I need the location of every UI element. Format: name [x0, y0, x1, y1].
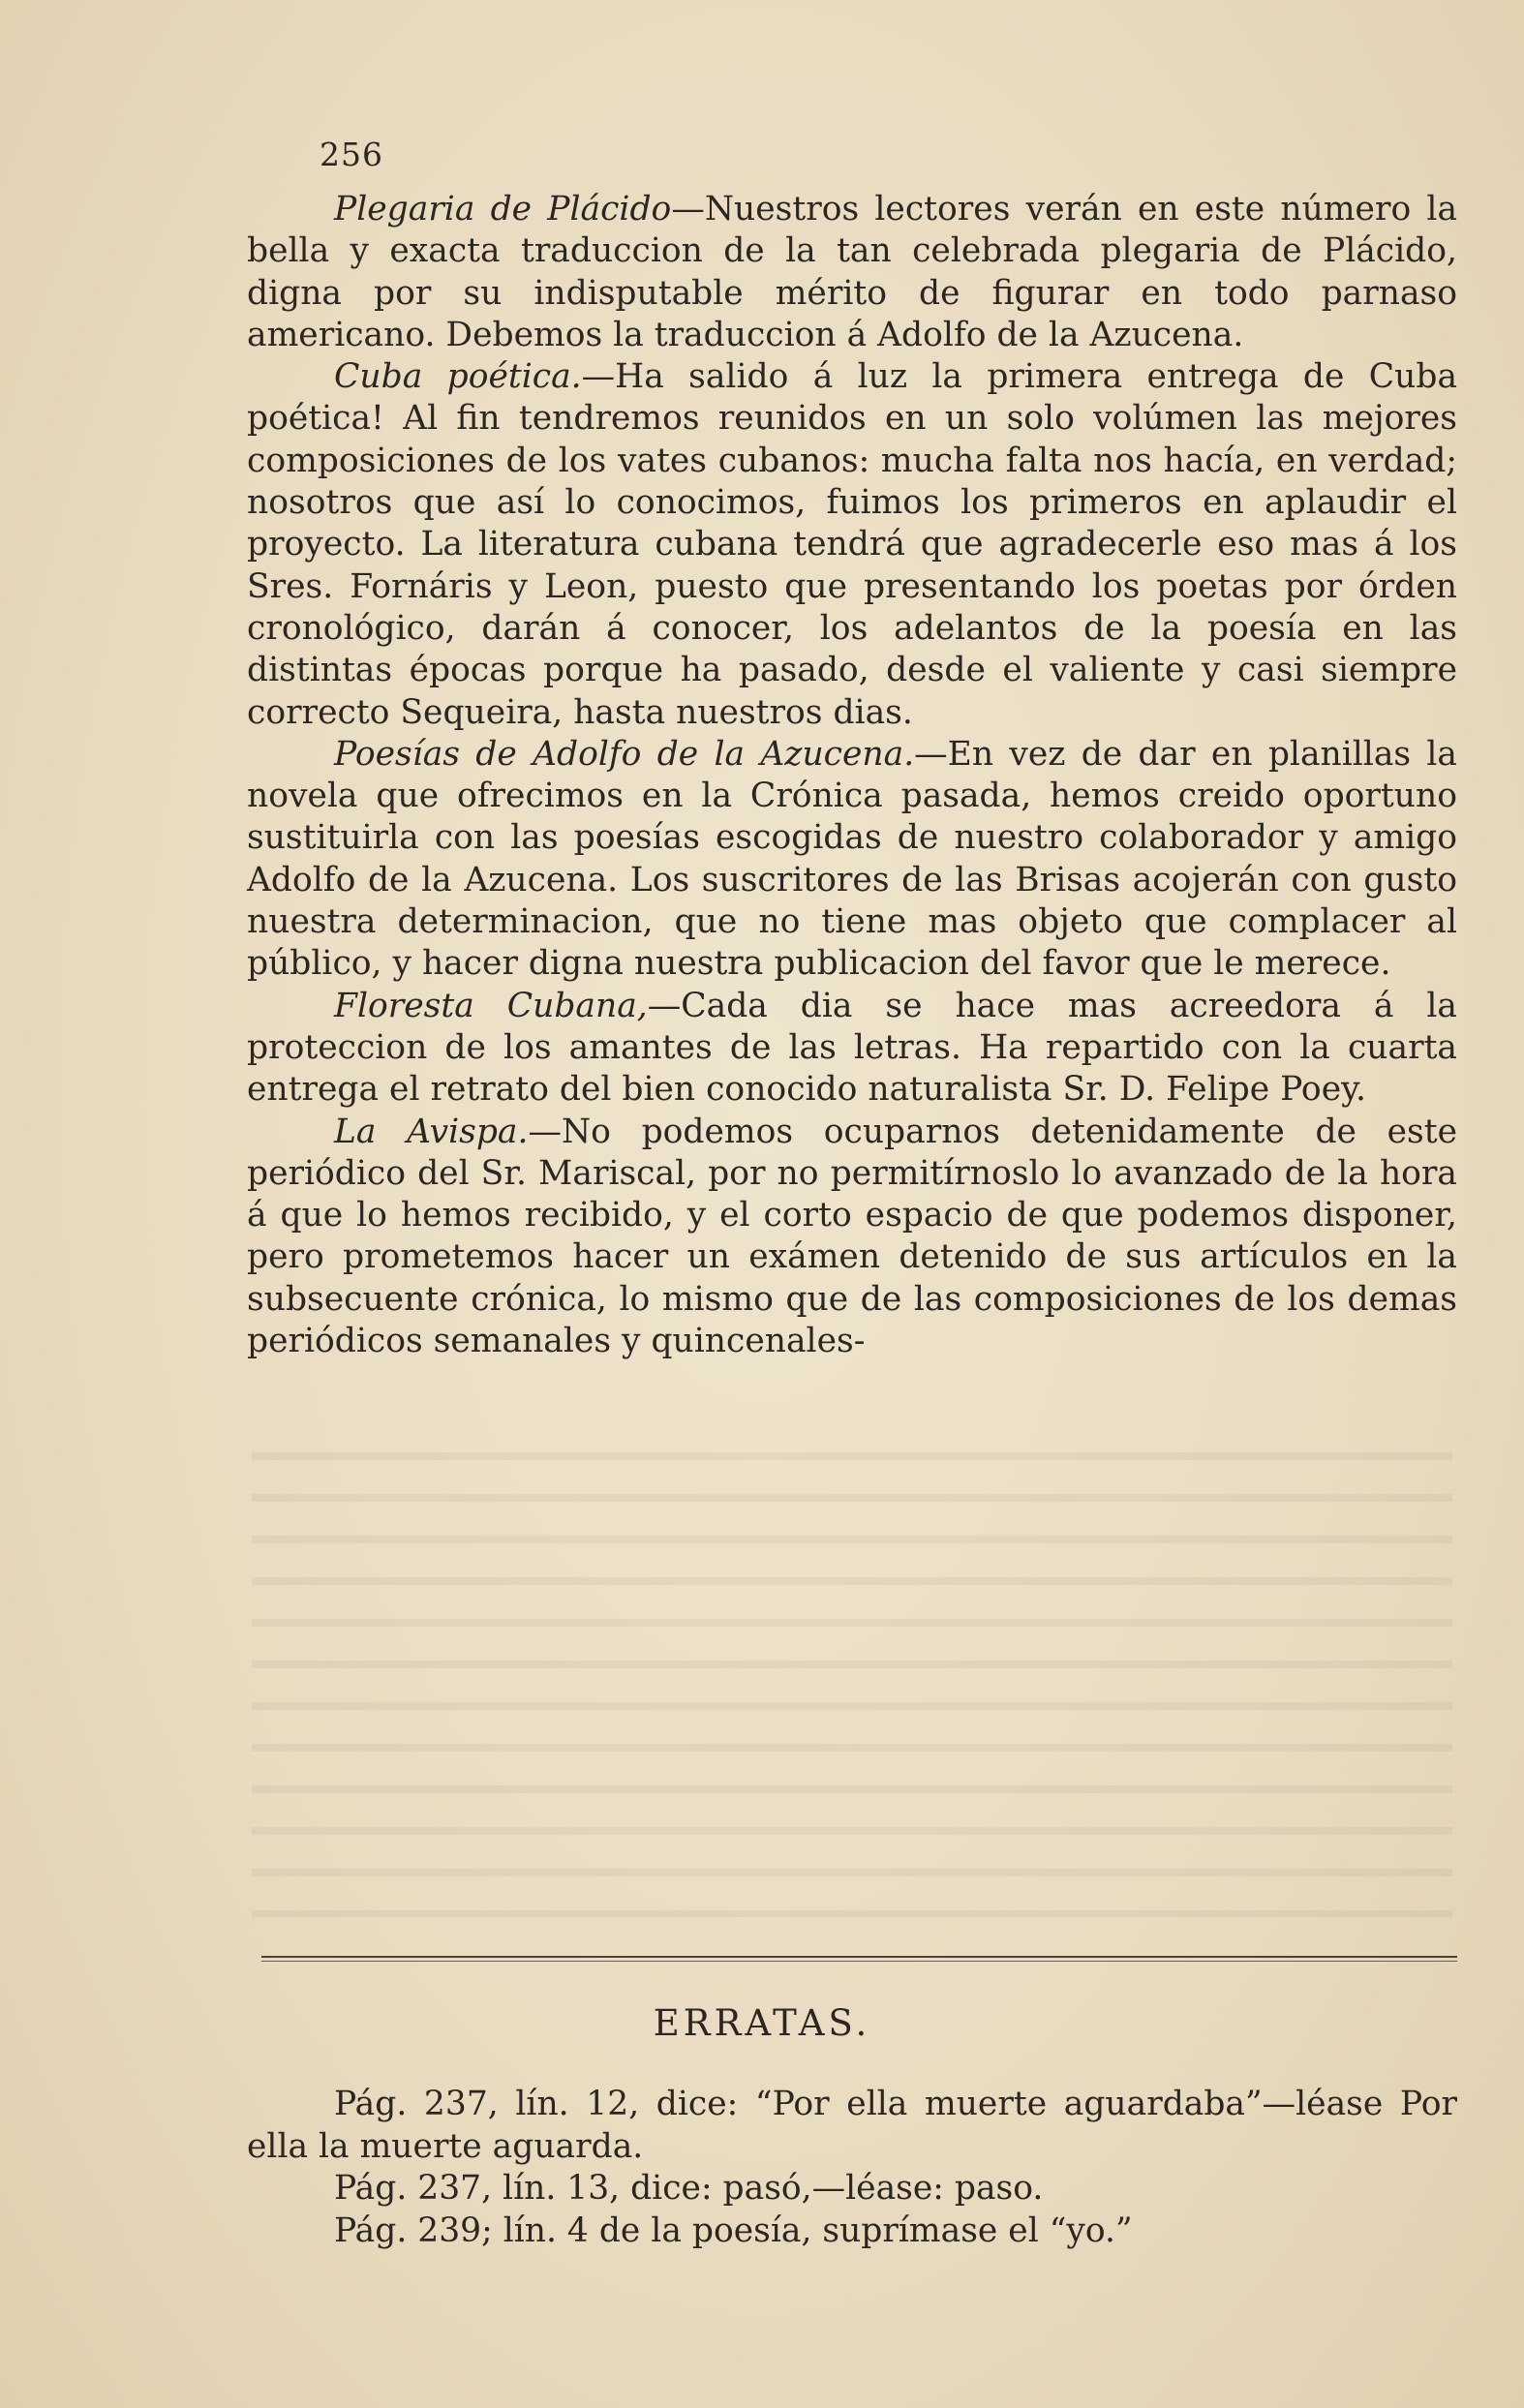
errata-entry: Pág. 239; lín. 4 de la poesía, suprímase el “yo.”	[334, 2210, 1133, 2250]
section-divider	[261, 1956, 1457, 1962]
note-paragraph	[247, 189, 1457, 356]
note-body: —En vez de dar en planillas la novela que ofrecimos en la Crónica pasada, hemos creido oportuno sustituirla con las poesías escogidas de nuestro colaborador y amigo Adolfo de la Azucena. Los suscritores de las Brisas acojerán con gusto nuestra determinacion, que no tiene mas objeto que complacer al público, y hacer digna nuestra publicacion del favor que le merece.	[247, 734, 1457, 984]
note-body: —Cada dia se hace mas acreedora á la proteccion de los amantes de las letras. Ha repartido con la cuarta entrega el retrato del bien conocido naturalista Sr. D. Felipe Poey.	[247, 986, 1458, 1110]
show-through-text	[252, 1433, 1452, 1917]
note-body: —Nuestros lectores verán en este número la bella y exacta traduccion de la tan celebrada plegaria de Plácido, digna por su indisputable mérito de figurar en todo parnaso americano. Debemos la traduccion á Adolfo de la Azucena.	[247, 190, 1458, 354]
note-body: —No podemos ocuparnos detenidamente de este periódico del Sr. Mariscal, por no permitírnoslo lo avanzado de la hora á que lo hemos recibido, y el corto espacio de que podemos disponer, pero prometemos hacer un exámen detenido de sus artículos en la subsecuente crónica, lo mismo que de las composiciones de los demas periódicos semanales y quincenales-	[247, 1112, 1458, 1361]
note-paragraph	[247, 1112, 1457, 1363]
note-title: Poesías de Adolfo de la Azucena.	[334, 734, 915, 774]
errata-entry: Pág. 237, lín. 12, dice: “Por ella muerte aguardaba”—léase Por ella la muerte aguarda.	[247, 2085, 1457, 2166]
note-title: Floresta Cubana,	[334, 986, 648, 1025]
note-title: Plegaria de Plácido	[334, 190, 672, 229]
note-body: —Ha salido á luz la primera entrega de Cuba poética! Al fin tendremos reunidos en un solo volúmen las mejores composiciones de los vates cubanos: mucha falta nos hacía, en verdad; nosotros que así lo conocimos, fuimos los primeros en aplaudir el proyecto. La literatura cubana tendrá que agradecerle eso mas á los Sres. Fornáris y Leon, puesto que presentando los poetas por órden cronológico, darán á conocer, los adelantos de la poesía en las distintas épocas porque ha pasado, desde el valiente y casi siempre correcto Sequeira, hasta nuestros dias.	[247, 357, 1458, 732]
note-paragraph	[247, 986, 1457, 1112]
note-paragraph	[247, 356, 1457, 734]
chronicle-notes	[247, 189, 1457, 1362]
note-title: Cuba poética.	[334, 357, 582, 397]
errata-list	[247, 2084, 1457, 2252]
errata-heading: ERRATAS.	[653, 2002, 871, 2044]
note-title: La Avispa.	[334, 1112, 529, 1151]
page-number: 256	[320, 136, 383, 173]
note-paragraph	[247, 734, 1457, 986]
errata-entry: Pág. 237, lín. 13, dice: pasó,—léase: paso.	[334, 2169, 1044, 2208]
